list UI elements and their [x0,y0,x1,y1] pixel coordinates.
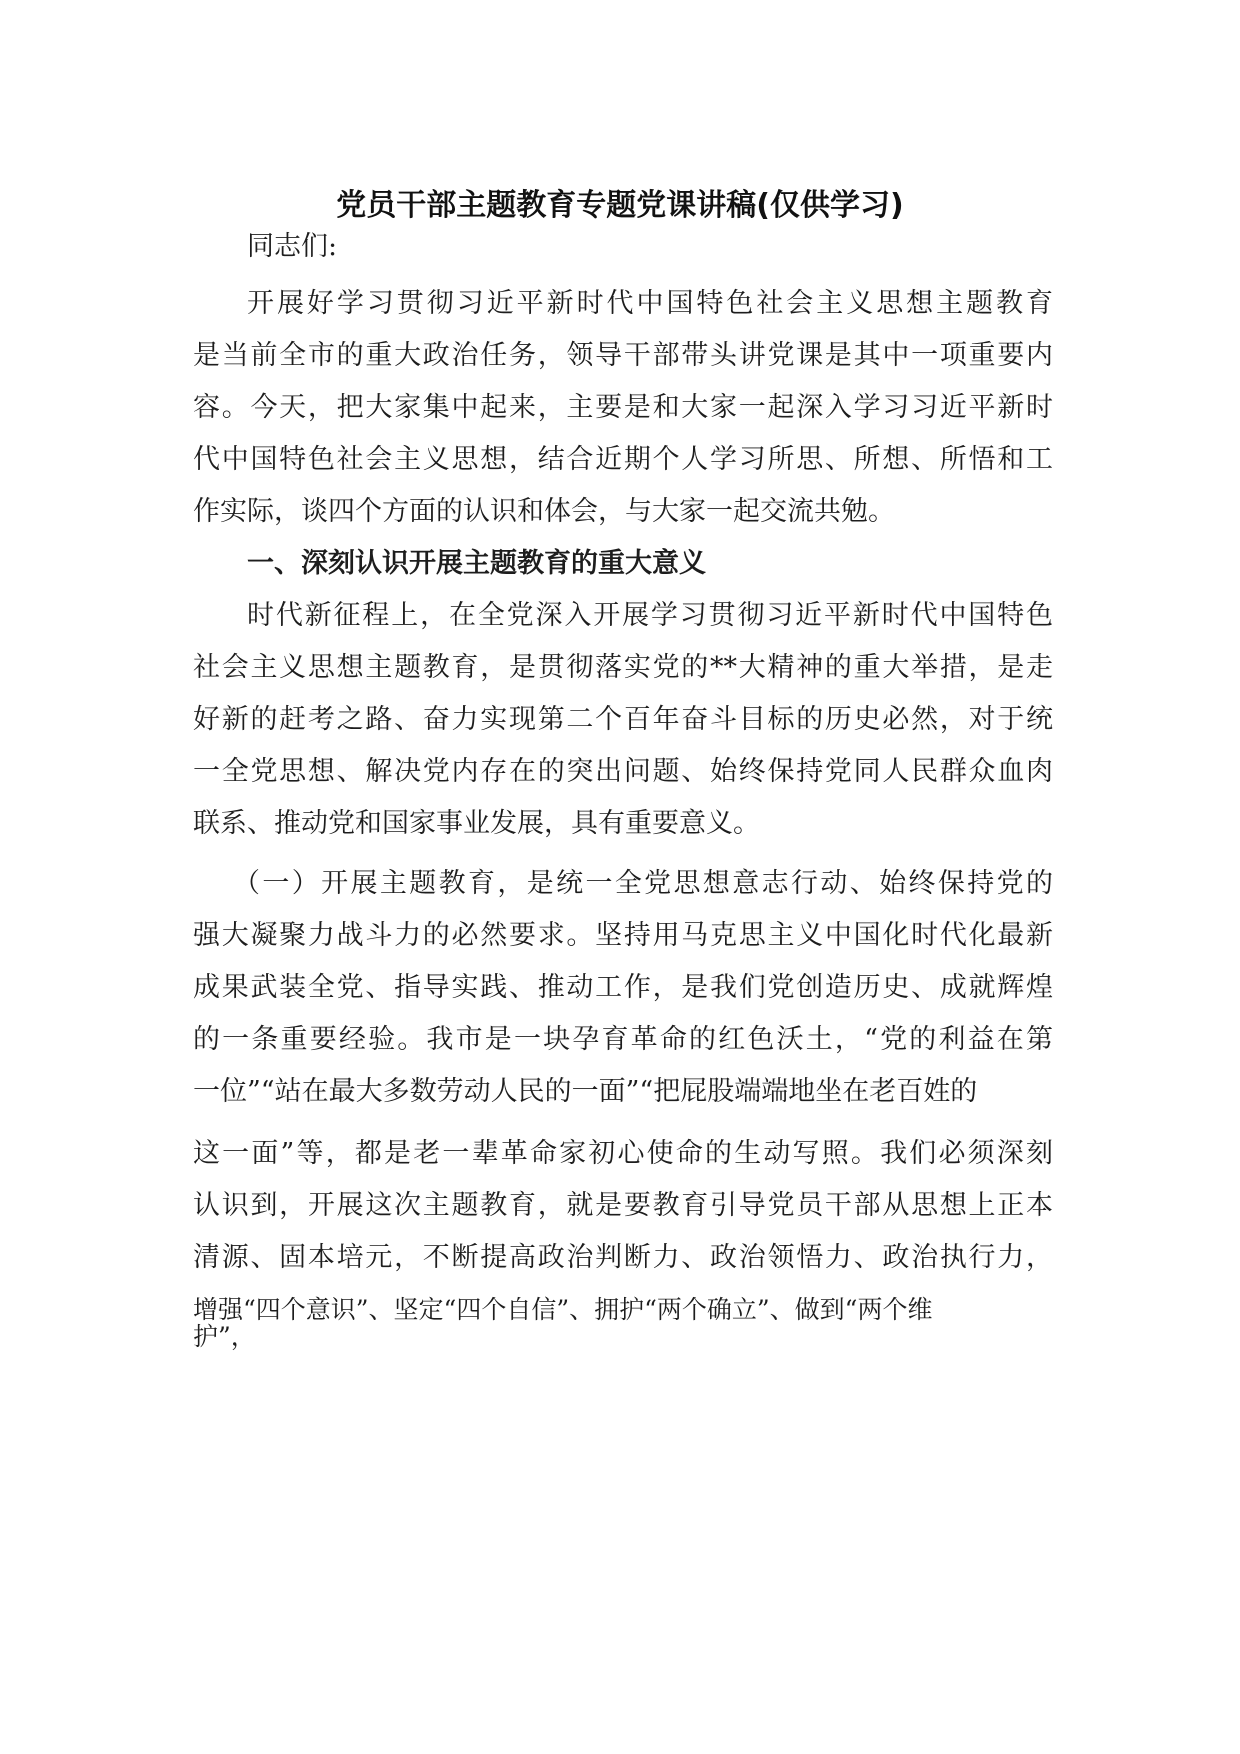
sub1-line: 的一条重要经验。我市是一块孕育革命的红色沃土，“党的利益在第 [193,1024,1053,1055]
intro-line: 是当前全市的重大政治任务，领导干部带头讲党课是其中一项重要内 [193,340,1053,371]
salutation: 同志们: [247,231,338,262]
document-title: 党员干部主题教育专题党课讲稿(仅供学习) [336,188,904,223]
section1-line: 社会主义思想主题教育，是贯彻落实党的**大精神的重大举措，是走 [193,652,1053,683]
sub1-line: 清源、固本培元，不断提高政治判断力、政治领悟力、政治执行力， [193,1242,1053,1273]
sub1-line: 成果武装全党、指导实践、推动工作，是我们党创造历史、成就辉煌 [193,972,1053,1003]
sub1-line: 这一面”等，都是老一辈革命家初心使命的生动写照。我们必须深刻 [193,1138,1053,1169]
sub1-line: 认识到，开展这次主题教育，就是要教育引导党员干部从思想上正本 [193,1190,1053,1221]
section-heading: 一、深刻认识开展主题教育的重大意义 [247,548,706,579]
sub1-line: 强大凝聚力战斗力的必然要求。坚持用马克思主义中国化时代化最新 [193,920,1053,951]
sub1-line: 增强“四个意识”、坚定“四个自信”、拥护“两个确立”、做到“两个维 [193,1295,933,1324]
section1-line: 好新的赶考之路、奋力实现第二个百年奋斗目标的历史必然，对于统 [193,704,1053,735]
intro-line: 代中国特色社会主义思想，结合近期个人学习所思、所想、所悟和工 [193,444,1053,475]
intro-line: 作实际，谈四个方面的认识和体会，与大家一起交流共勉。 [193,496,895,527]
sub1-line: 护”， [193,1322,256,1351]
section1-line: 联系、推动党和国家事业发展，具有重要意义。 [193,808,760,839]
section1-line: 一全党思想、解决党内存在的突出问题、始终保持党同人民群众血肉 [193,756,1053,787]
section1-line: 时代新征程上，在全党深入开展学习贯彻习近平新时代中国特色 [247,600,1053,631]
sub1-line: 一位”“站在最大多数劳动人民的一面”“把屁股端端地坐在老百姓的 [193,1076,978,1107]
intro-line: 容。今天，把大家集中起来，主要是和大家一起深入学习习近平新时 [193,392,1053,423]
sub1-line: （一）开展主题教育，是统一全党思想意志行动、始终保持党的 [233,868,1053,899]
intro-line: 开展好学习贯彻习近平新时代中国特色社会主义思想主题教育 [247,288,1053,319]
